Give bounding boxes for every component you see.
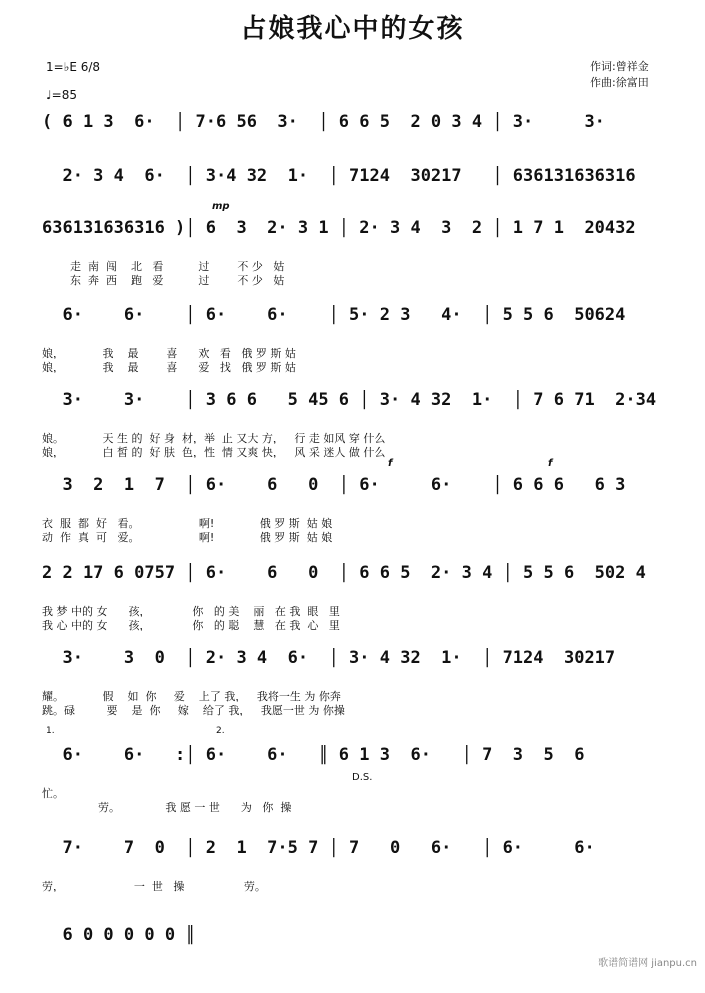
lyric-verse-2: 跳。碌 要 是 你 嫁 给了 我， 我愿一世 为 你操 bbox=[42, 704, 345, 716]
lyric-verse-2: 娘， 白 皙 的 好 肤 色，性 情 又爽 快， 风 采 迷人 做 什么 bbox=[42, 446, 386, 458]
notation-line: 2 2 17 6 0757 │ 6· 6 0 │ 6 6 5 2· 3 4 │ 5 5 6 502 4 bbox=[42, 563, 646, 583]
lyric-verse-1: 我 梦 中的 女 孩， 你 的 美 丽 在 我 眼 里 bbox=[42, 605, 340, 617]
lyric-verse-2 bbox=[42, 892, 690, 906]
lyric-verse-2: 我 心 中的 女 孩， 你 的 聪 慧 在 我 心 里 bbox=[42, 619, 340, 631]
first-ending-mark: 1. bbox=[46, 726, 55, 736]
lyric-verse-1: 娘。 天 生 的 好 身 材，举 止 又大 方， 行 走 如风 穿 什么 bbox=[42, 432, 386, 444]
site-watermark: 歌谱简谱网 jianpu.cn bbox=[598, 958, 697, 969]
notation-line: 2· 3 4 6· │ 3·4 32 1· │ 7124 30217 │ 636131636316 bbox=[42, 166, 636, 186]
composer-credit: 作曲:徐富田 bbox=[590, 76, 649, 89]
notation-line: 6· 6· │ 6· 6· │ 5· 2 3 4· │ 5 5 6 50624 bbox=[42, 305, 626, 325]
notation-line: 6· 6· :│ 6· 6· ║ 6 1 3 6· │ 7 3 5 6 bbox=[42, 745, 585, 765]
lyric-verse-2: 娘， 我 最 喜 爱 找 俄 罗 斯 姑 bbox=[42, 361, 296, 373]
lyricist-credit: 作词:曾祥金 bbox=[590, 60, 649, 73]
song-title: 占娘我心中的女孩 bbox=[240, 14, 465, 44]
tempo-marking: ♩=85 bbox=[46, 88, 77, 102]
lyric-verse-1 bbox=[42, 152, 690, 166]
lyric-verse-1: 耀。 假 如 你 爱 上了 我， 我将一生 为 你奔 bbox=[42, 690, 341, 702]
lyric-verse-1: 衣 服 都 好 看。 啊! 俄 罗 斯 姑 娘 bbox=[42, 517, 333, 529]
notation-line: 6 0 0 0 0 0 ║ bbox=[42, 925, 196, 945]
lyric-verse-2: 动 作 真 可 爱。 啊! 俄 罗 斯 姑 娘 bbox=[42, 531, 333, 543]
dal-segno-mark: D.S. bbox=[352, 772, 373, 783]
second-ending-mark: 2. bbox=[216, 726, 225, 736]
lyric-verse-2: 东 奔 西 跑 爱 过 不 少 姑 bbox=[42, 274, 285, 286]
lyric-verse-2 bbox=[42, 979, 690, 993]
notation-line: 3· 3 0 │ 2· 3 4 6· │ 3· 4 32 1· │ 7124 30217 bbox=[42, 648, 616, 668]
lyric-verse-1: 劳， 一 世 操 劳。 bbox=[42, 880, 266, 892]
dynamic-forte: f bbox=[548, 458, 553, 469]
notation-line: 636131636316 )│ 6 3 2· 3 1 │ 2· 3 4 3 2 │ 1 7 1 20432 bbox=[42, 218, 636, 238]
lyric-verse-1: 走 南 闯 北 看 过 不 少 姑 bbox=[42, 260, 285, 272]
lyric-verse-1: 忙。 bbox=[42, 787, 64, 799]
lyric-verse-1 bbox=[42, 965, 690, 979]
notation-line: 3· 3· │ 3 6 6 5 45 6 │ 3· 4 32 1· │ 7 6 71 2·34 bbox=[42, 390, 657, 410]
dynamic-forte: f bbox=[388, 458, 393, 469]
lyric-verse-1: 娘， 我 最 喜 欢 看 俄 罗 斯 姑 bbox=[42, 347, 296, 359]
notation-line: 7· 7 0 │ 2 1 7·5 7 │ 7 0 6· │ 6· 6· bbox=[42, 838, 595, 858]
notation-line: 3 2 1 7 │ 6· 6 0 │ 6· 6· │ 6 6 6 6 3 bbox=[42, 475, 626, 495]
lyric-verse-2: 劳。 我 愿 一 世 为 你 操 bbox=[42, 801, 292, 813]
dynamic-mp: mp bbox=[212, 201, 230, 212]
key-signature: 1=♭E 6/8 bbox=[46, 60, 101, 74]
notation-line: ( 6 1 3 6· │ 7·6 56 3· │ 6 6 5 2 0 3 4 │ 3· 3· bbox=[42, 112, 605, 132]
